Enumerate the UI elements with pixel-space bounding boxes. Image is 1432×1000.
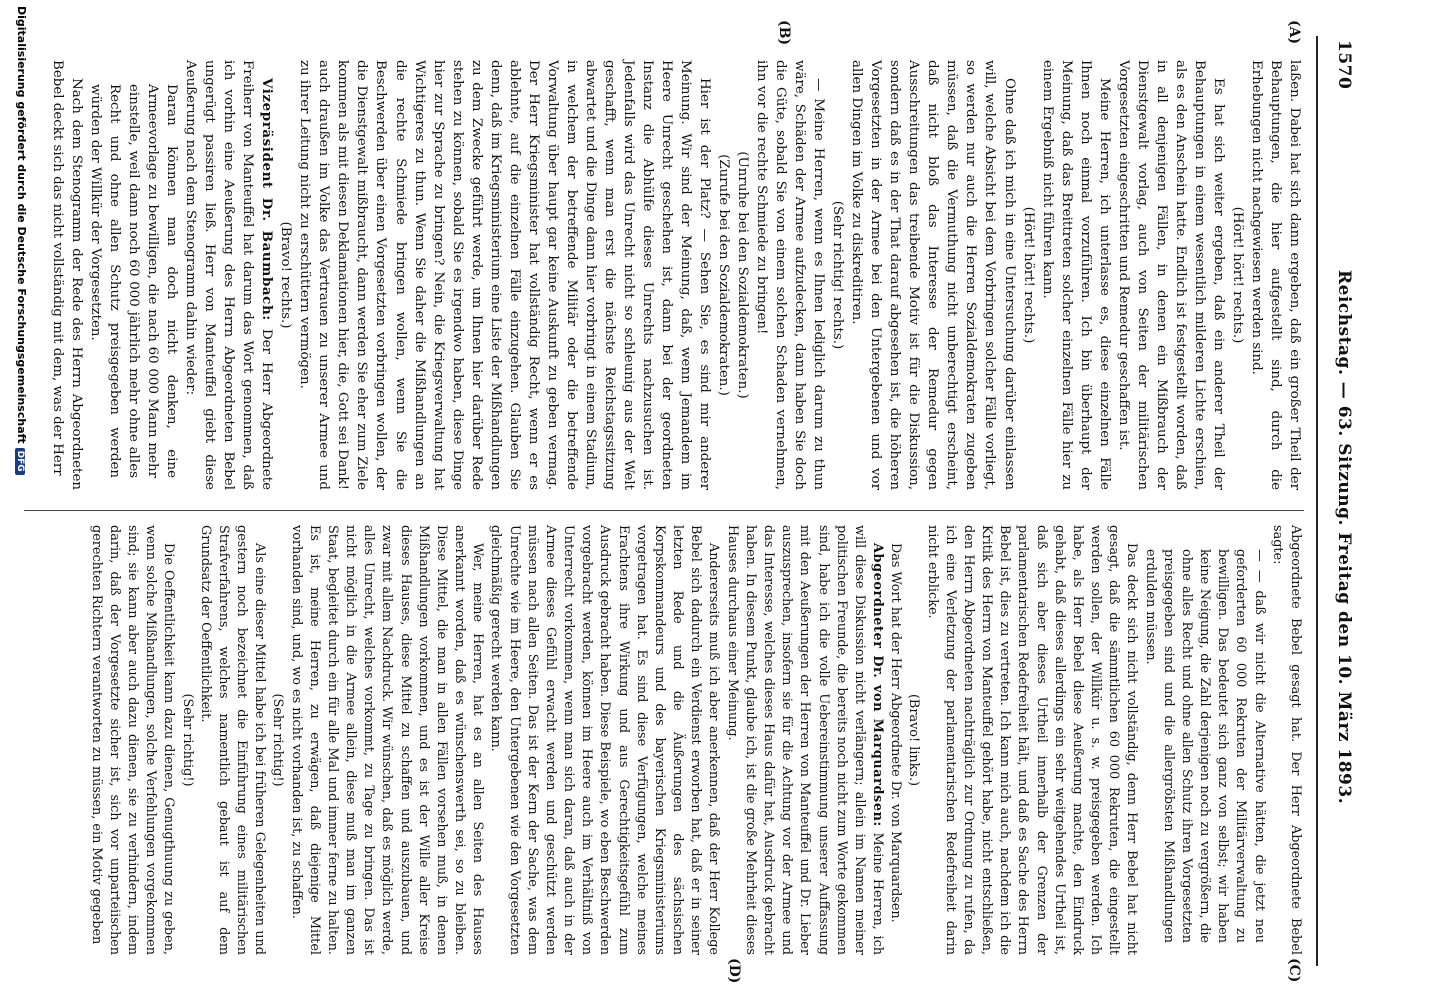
- interjection: (Zurufe bei den Sozialdemokraten.): [716, 154, 732, 396]
- interjection: (Sehr richtig! rechts.): [830, 200, 846, 350]
- paragraph: Es hat sich weiter ergeben, daß ein anderer Theil der Behauptungen in einem wesentlich milderen Lichte erschien, als es den Anschein hatte. Endlich ist festgestellt worden, daß in all denjenigen Fällen, in denen ein Mißbrauch der Dienstgewalt vorlag, auch von Seiten der militärischen Vorgesetzten eingeschritten und Remedur geschaffen ist.: [1115, 60, 1226, 490]
- paragraph: Wer, meine Herren, hat es an allen Seiten des Hauses anerkannt worden, daß es wünschenswerth sei, so zu bleiben. Diese Mittel, die man in allen Fällen vorsehen muß, in denen Mißhandlungen vorkommen, und es ist der Wille aller Kreise dieses Hauses, diese Mittel zu schaffen und auszubauen, und zwar mit allem Nachdruck. Wir wünschen, daß es möglich werde, alles Unrecht, welches vorkommt, zu Tage zu bringen. Das ist nicht möglich in die Armee allein, diese muß man im ganzen Staat, begleitet durch ein für alle Mal und immer ferne zu halten. Es ist, meine Herren, zu erwägen, daß diejenige Mittel vorhanden sind, und, wo es nicht vorhanden ist, zu schaffen.: [288, 525, 486, 955]
- interjection: (Bravo! links.): [906, 693, 922, 787]
- margin-mark-a: (A): [1286, 20, 1302, 45]
- speech-text: Meine Herren, ich will diese Diskussion nicht verlängern; allein im Namen meiner politischen Freunde, die bereits noch nicht zum Worte gekommen sind, habe ich die volle Uebereinstimmung unserer Auffassung mit den Aeußerungen der Herren von Manteuffel und Dr. Lieber auszusprechen, insofern sie für die Achtung vor der Armee und das Interesse, welches dieses Haus dafür hat, Ausdruck gebracht haben. In diesem Punkt, glaube ich, ist die große Mehrheit dieses Hauses durchaus einer Meinung.: [724, 525, 886, 955]
- quotation: — — daß wir nicht die Alternative hätten, die jetzt neu geforderten 60 000 Rekruten der Militärverwaltung zu bewilligen. Das bedeutet sich ganz von selbst; wir haben keine Neigung, die Zahl derjenigen noch zu vergrößern, die ohne alles Recht und ohne allen Schutz ihren Vorgesetzten preisgegeben sind und die allergröbsten Mißhandlungen erdulden müssen.: [1142, 549, 1267, 943]
- speaker-name: Vizepräsident Dr. Baumbach:: [259, 78, 276, 321]
- paragraph: Das deckt sich nicht vollständig, denn Herr Bebel hat nicht gesagt, daß die sämmtlichen 60 000 Rekruten, die eingestellt werden sollen, der Willkür u. s. w. preisgegeben werden. Ich habe, als Herr Bebel diese Aeußerung machte, den Eindruck gehabt, daß dieses allerdings ein sehr weitgehendes Urtheil ist, daß sich aber dieses Urtheil innerhalb der Grenzen der parlamentarischen Redefreiheit hält, und daß es Sache des Herrn Bebel ist, dies zu vertreten. Ich kann mich auch, nachdem ich die Kritik des Herrn von Manteuffel gehört habe, nicht entschließen, den Herrn Abgeordneten nachträglich zur Ordnung zu rufen, da ich eine Verletzung der parlamentarischen Redefreiheit darin nicht erblicke.: [924, 525, 1140, 955]
- quotation: Daran können man doch nicht denken, eine Armeevorlage zu bewilligen, die nach 60 000 Mann mehr einstelle, weil dann noch 60 000 jährlich mehr ohne alles Recht und ohne allen Schutz preisgegeben werden würden der Willkür der Vorgesetzten.: [88, 84, 180, 478]
- interjection: (Unruhe bei den Sozialdemokraten.): [735, 151, 751, 399]
- paragraph: Nach dem Stenogramm der Rede des Herrn Abgeordneten Bebel deckt sich das nicht vollständig mit dem, was der Herr: [49, 60, 84, 490]
- speech-text: Der Herr Abgeordnete Freiherr von Manteuffel hat darum das Wort genommen, daß ich vorhin eine Aeußerung des Herrn Abgeordneten Bebel ungerügt passiren ließ. Herr von Manteuffel giebt diese Aeußerung nach dem Stenogramm dahin wieder:: [183, 60, 275, 491]
- paragraph: Die Oeffentlichkeit kann dazu dienen, Genugthuung zu geben, wenn solche Mißhandlungen, solche Verfehlungen vorgekommen sind; sie kann aber auch dazu dienen, sie zu verhindern, indem darin, daß der Vorgesetzte sicher ist, sich vor unparteiischen gerechten Richtern verantworten zu müssen, ein Motiv gegeben: [88, 525, 177, 955]
- margin-mark-d: (D): [726, 958, 742, 984]
- margin-mark-b: (B): [776, 20, 792, 46]
- page-header: [1320, 40, 1360, 960]
- paragraph: — Meine Herren, wenn es Ihnen lediglich darum zu thun wäre, Schäden der Armee aufzudecken, dann haben Sie doch die Güte, sobald Sie von einem solchen Schaden vernehmen, ihn vor die rechte Schmiede zu bringen!: [754, 60, 827, 490]
- left-column: [48, 60, 1304, 490]
- paragraph: [723, 525, 887, 955]
- paragraph: Als eine dieser Mittel habe ich bei früheren Gelegenheiten und gestern noch bezeichnet die Einführung eines militärischen Strafverfahrens, welches namentlich gebaut ist auf dem Grundsatz der Oeffentlichkeit.: [197, 525, 268, 955]
- interjection: (Bravo! rechts.): [278, 221, 294, 329]
- credit-text: Digitalisierung gefördert durch die Deutsche Forschungsgemeinschaft: [15, 6, 28, 444]
- digitization-credit: [15, 6, 28, 475]
- margin-mark-c: (C): [1286, 958, 1302, 983]
- speaker-name: Abgeordneter Dr. von Marquardsen:: [870, 543, 886, 827]
- paragraph: Hier ist der Platz? — Sehen Sie, es sind mir anderer Meinung. Wir sind der Meinung, daß, wenn Jemandem im Heere Unrecht geschehen ist, dann bei der geordneten Instanz die Abhülfe dieses Unrechts nachzusuchen ist. Jedenfalls wird das Unrecht nicht so schleunig aus der Welt geschafft, wenn man erst die nächste Reichstagssitzung abwartet und die Dinge dann hier vorbringt in einem Stadium, in welchem der betreffende Militär oder die betreffende Vorwaltung über haupt gar keine Auskunft zu geben vermag. Der Herr Kriegsminister hat vollständig Recht, wenn er es ablehnte, auf die einzelnen Fälle einzugehen. Glauben Sie denn, daß im Kriegsministerium eine Liste der Mißhandlungen zu dem Zwecke geführt werde, um Ihnen hier darüber Rede stehen zu können, sobald Sie es irgendwo haben, diese Dinge hier zur Sprache zu bringen? Nein, die Kriegsverwaltung hat Wichtigeres zu thun. Wenn Sie daher die Mißhandlungen an die rechte Schmiede bringen wollen, wenn Sie die Beschwerden über einen Vorgesetzten vorbringen wollen, der die Dienstgewalt mißbraucht, dann werden Sie eher zum Ziele kommen als mit diesen Deklamationen hier, die, Gott sei Dank! auch draußen im Volke das Vertrauen zu unserer Armee und zu ihrer Leitung nicht zu erschüttern vermögen.: [297, 60, 713, 490]
- paragraph: [181, 60, 276, 490]
- right-column: [86, 525, 1304, 955]
- paragraph: Ohne daß ich mich in eine Untersuchung darüber einlassen will, welche Absicht bei dem Vorbringen solcher Fälle vorliegt, so werden nur auch die Herren Sozialdemokraten zugeben müssen, daß die Vermuthung nicht unberechtigt erscheint, daß nicht bloß das Interesse der Remedur gegen Ausschreitungen das treibende Motiv ist für die Diskussion, sondern daß es in der That darauf abgesehen ist, die höheren Vorgesetzten in der Armee bei den Untergebenen und vor allen Dingen im Volke zu diskreditiren.: [849, 60, 1017, 490]
- column-divider: [24, 510, 1304, 511]
- interjection: (Hört! hört! rechts.): [1020, 206, 1036, 344]
- header-rule: [1316, 36, 1318, 966]
- interjection: (Sehr richtig!): [179, 693, 195, 787]
- paragraph: Abgeordnete Bebel gesagt hat. Der Herr Abgeordnete Bebel sagte:: [1269, 525, 1303, 955]
- dfg-logo: DFG: [15, 448, 25, 475]
- paragraph: Andererseits muß ich aber anerkennen, daß der Herr Kollege Bebel sich dadurch ein Verdienst erworben hat, daß er in seiner letzten Rede und die Äußerungen des sächsischen Korpskommandeurs und des bayerischen Kriegsministeriums vorgetragen hat. Es sind diese Verfügungen, welche meines Erachtens ihre Wirkung und aus Gerechtigkeitsgefühl zum Ausdruck gebracht haben. Diese Beispiele, wo eben Beschwerden vorgebracht werden, können im Heere auch im Verhältniß von Unterrecht vorkommen, wenn man sich daran, daß auch in der Armee dieses Gefühl erwacht werden und geschützt werden müssen nach allen Seiten. Das ist der Kern der Sache, was dem Unrechte wie im Heere, den Untergebenen wie den Vorgesetzten gleichmäßig gerecht werden kann.: [488, 525, 722, 955]
- running-title: Reichstag. — 63. Sitzung. Freitag den 10. März 1893.: [1334, 270, 1354, 805]
- page-number: 1570: [1334, 40, 1354, 90]
- paragraph: Das Wort hat der Herr Abgeordnete Dr. von Marquardsen.: [888, 543, 904, 923]
- interjection: (Sehr richtig!): [270, 693, 286, 787]
- paragraph: laßen. Dabei hat sich dann ergeben, daß ein großer Theil der Behauptungen, die hier aufgestellt sind, durch die Erhebungen nicht nachgewiesen werden sind.: [1248, 60, 1302, 490]
- interjection: (Hört! hört! rechts.): [1229, 206, 1245, 344]
- paragraph: Meine Herren, ich unterlasse es, diese einzelnen Fälle Ihnen noch einmal vorzuführen. Ich bin überhaupt der Meinung, daß das Breittreten solcher einzelnen Fälle hier zu einem Ergebniß nicht führen kann.: [1039, 60, 1112, 490]
